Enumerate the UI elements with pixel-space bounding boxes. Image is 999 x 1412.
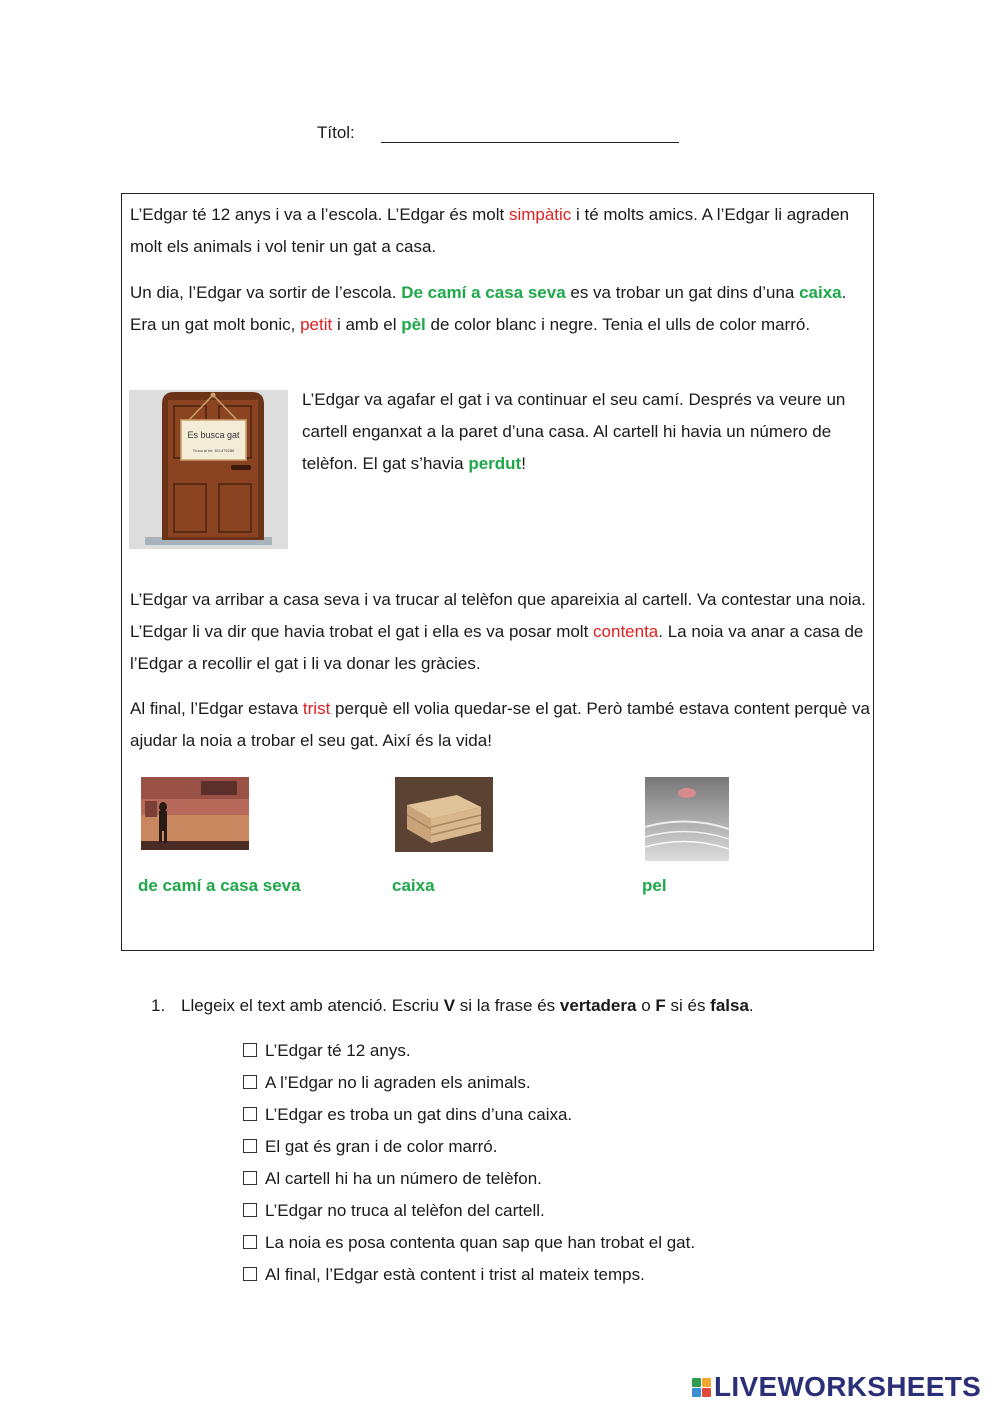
story-paragraph-3: L’Edgar va agafar el gat i va continuar el seu camí. Després va veure un cartell enganxat a la paret d’una casa. Al cartell hi havia un número de telèfon. El gat s’havia perdut! xyxy=(302,390,846,473)
door-sign-title: Es busca gat xyxy=(187,430,240,440)
question-number: 1. xyxy=(151,996,166,1015)
highlight-trist: trist xyxy=(302,699,331,718)
statement-item: Al final, l’Edgar està content i trist al mateix temps. xyxy=(243,1262,695,1294)
statement-checkbox[interactable] xyxy=(243,1075,257,1089)
logo-text: LIVEWORKSHEETS xyxy=(714,1371,982,1402)
street-photo xyxy=(141,777,249,850)
story-paragraph-5: Al final, l’Edgar estava trist perquè ell volia quedar-se el gat. Però també estava content perquè va ajudar la noia a trobar el seu gat. Així és la vida! xyxy=(130,699,870,750)
statement-checkbox[interactable] xyxy=(243,1171,257,1185)
statement-checkbox[interactable] xyxy=(243,1139,257,1153)
statement-checkbox[interactable] xyxy=(243,1203,257,1217)
statement-checkbox[interactable] xyxy=(243,1107,257,1121)
liveworksheets-logo[interactable] xyxy=(692,1371,981,1403)
question-1: 1. Llegeix el text amb atenció. Escriu V si la frase és vertadera o F si és falsa. xyxy=(151,996,754,1015)
statement-item: L’Edgar no truca al telèfon del cartell. xyxy=(243,1198,695,1230)
story-box xyxy=(121,193,874,951)
door-icon xyxy=(129,390,288,549)
highlight-petit: petit xyxy=(300,315,333,334)
logo-grid-icon xyxy=(692,1378,711,1397)
statement-checkbox[interactable] xyxy=(243,1043,257,1057)
title-label: Títol: xyxy=(317,123,355,142)
statement-item: El gat és gran i de color marró. xyxy=(243,1134,695,1166)
highlight-caixa: caixa xyxy=(799,283,842,302)
vocab-label-de-cami: de camí a casa seva xyxy=(138,876,301,895)
highlight-pel: pèl xyxy=(401,315,426,334)
title-answer-line[interactable] xyxy=(381,120,679,143)
title-row xyxy=(317,120,679,143)
statement-checkbox[interactable] xyxy=(243,1267,257,1281)
vocab-label-caixa: caixa xyxy=(392,876,435,895)
highlight-simpatic: simpàtic xyxy=(508,205,572,224)
statement-item: La noia es posa contenta quan sap que han trobat el gat. xyxy=(243,1230,695,1262)
statement-item: L’Edgar es troba un gat dins d’una caixa. xyxy=(243,1102,695,1134)
door-sign-subtitle: Truca al tel. 611475286 xyxy=(192,448,235,453)
door-illustration xyxy=(129,390,288,549)
story-paragraph-1: L’Edgar té 12 anys i va a l’escola. L’Edgar és molt simpàtic i té molts amics. A l’Edgar li agraden molt els animals i vol tenir un gat a casa. xyxy=(130,205,850,256)
story-paragraph-2: Un dia, l’Edgar va sortir de l’escola. De camí a casa seva es va trobar un gat dins d’una caixa. Era un gat molt bonic, petit i amb el pèl de color blanc i negre. Tenia el ulls de color marró. xyxy=(130,283,847,334)
highlight-perdut: perdut xyxy=(468,454,522,473)
story-paragraph-4: L’Edgar va arribar a casa seva i va trucar al telèfon que apareixia al cartell. Va contestar una noia. L’Edgar li va dir que havia trobat el gat i ella es va posar molt contenta. La noia va anar a casa de l’Edgar a recollir el gat i li va donar les gràcies. xyxy=(130,590,866,673)
cat-fur-photo xyxy=(645,777,729,861)
statement-item: Al cartell hi ha un número de telèfon. xyxy=(243,1166,695,1198)
statement-item: A l’Edgar no li agraden els animals. xyxy=(243,1070,695,1102)
statement-checkbox[interactable] xyxy=(243,1235,257,1249)
statement-item: L’Edgar té 12 anys. xyxy=(243,1038,695,1070)
wooden-box-photo xyxy=(395,777,493,852)
vocab-label-pel: pel xyxy=(642,876,667,895)
statement-list xyxy=(243,1038,695,1294)
highlight-contenta: contenta xyxy=(593,622,659,641)
highlight-de-cami: De camí a casa seva xyxy=(401,283,566,302)
